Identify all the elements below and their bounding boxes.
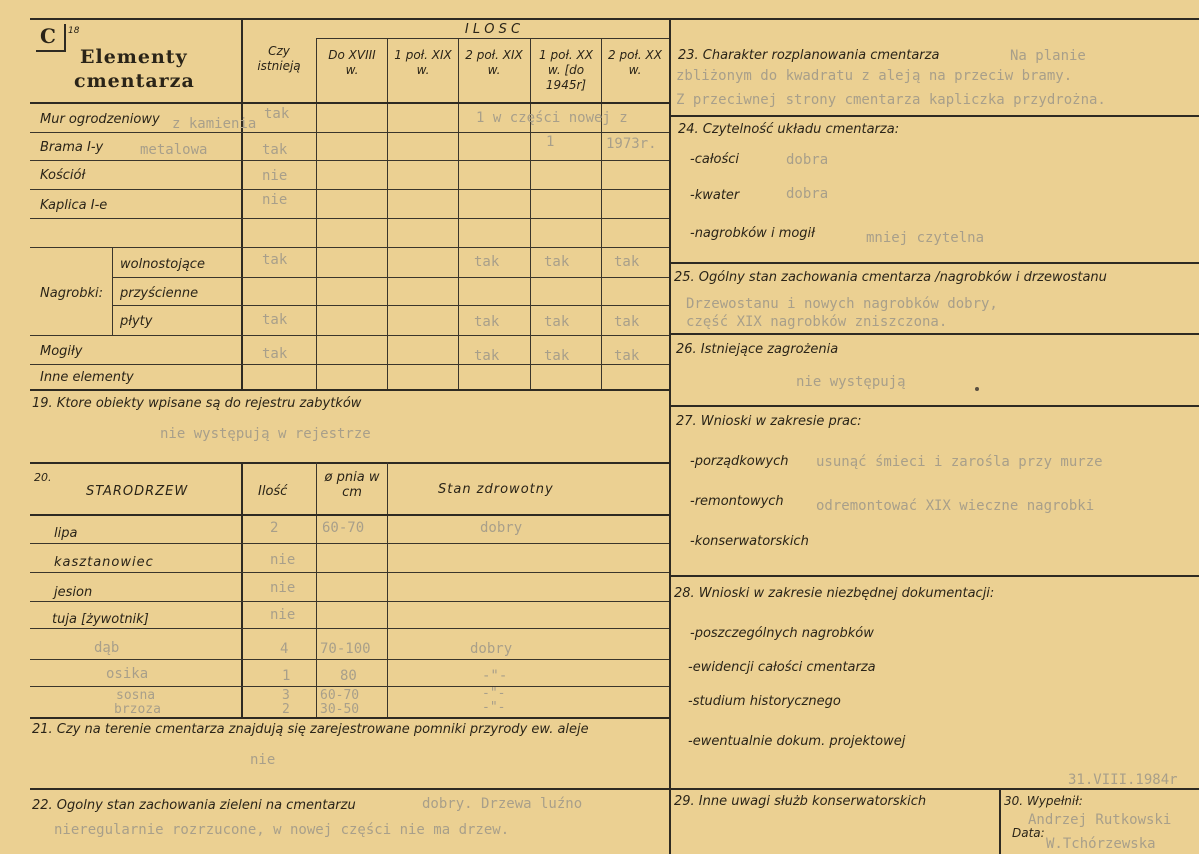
q21-answer: nie (250, 752, 276, 768)
q24-kwater: -kwater (690, 188, 740, 203)
mur-czy: tak (264, 106, 290, 122)
mur-note: 1 w części nowej z (476, 110, 628, 126)
q20-header-name: STARODRZEW (86, 484, 189, 499)
tree-count: 2 (270, 520, 279, 536)
q27-rem: -remontowych (690, 494, 784, 509)
q26-bottom (669, 405, 1199, 407)
q24-label: 24. Czytelność układu cmentarza: (678, 122, 900, 137)
col-line-2 (316, 38, 317, 390)
tree-name: dąb (94, 640, 120, 656)
q19-label: 19. Ktore obiekty wpisane są do rejestru zabytków (32, 396, 362, 411)
row-line-2 (30, 160, 669, 161)
q23-bottom (669, 115, 1199, 117)
header-p1-20: 1 poł. XX w. [do 1945r] (539, 48, 593, 92)
q28-item-1: -poszczególnych nagrobków (690, 626, 874, 641)
col-line-nagr (112, 247, 113, 335)
mogily-p1-20: tak (544, 348, 570, 364)
header-p1-19: 1 poł. XIX w. (394, 48, 452, 77)
q21-label: 21. Czy na terenie cmentarza znajdują się zarejestrowane pomniki przyrody ew. aleje (32, 722, 589, 737)
row-line-6 (112, 277, 669, 278)
section-letter-sup: 18 (68, 26, 80, 36)
row-line-7 (112, 305, 669, 306)
mur-material: z kamienia (172, 116, 257, 132)
tree-diam: 80 (340, 668, 357, 684)
q24-bottom (669, 262, 1199, 264)
plyty-p2-20: tak (614, 314, 640, 330)
tree-count: 4 (280, 641, 289, 657)
tree-count: 3 (282, 688, 290, 703)
tree-state: -"- (482, 700, 506, 715)
q19-bottom (30, 462, 669, 464)
q25-label: 25. Ogólny stan zachowania cmentarza /nagrobków i drzewostanu (674, 270, 1107, 285)
row-label-plyty: płyty (120, 314, 153, 329)
q28-item-3: -studium historycznego (688, 694, 841, 709)
q20-row-3 (30, 601, 669, 602)
wolno-p2-19: tak (474, 254, 500, 270)
header-p2-19: 2 poł. XIX w. (465, 48, 523, 77)
tree-state: dobry (480, 520, 523, 536)
brama-year: 1973r. (606, 136, 657, 152)
col-line-4 (458, 38, 459, 390)
wolno-p2-20: tak (614, 254, 640, 270)
row-line-9 (30, 364, 669, 365)
tree-name: tuja [żywotnik] (52, 612, 149, 627)
tree-diam: 60-70 (320, 688, 360, 703)
kosciol-czy: nie (262, 168, 288, 184)
plyty-p2-19: tak (474, 314, 500, 330)
q28-item-2: -ewidencji całości cmentarza (688, 660, 876, 675)
row-label-brama: Brama I-y (40, 140, 104, 155)
tree-state: dobry (470, 641, 513, 657)
row-label-przys: przyścienne (120, 286, 199, 301)
table-title-line2: cmentarza (74, 70, 195, 92)
q23-label: 23. Charakter rozplanowania cmentarza (678, 48, 940, 63)
q25-bottom (669, 333, 1199, 335)
tree-name: jesion (54, 585, 93, 600)
center-divider (669, 18, 671, 854)
q23-answer-1: Na planie (1010, 48, 1086, 64)
q28-label: 28. Wnioski w zakresie niezbędnej dokumentacji: (674, 586, 995, 601)
row-line-4 (30, 218, 669, 219)
brama-material: metalowa (140, 142, 208, 158)
q29-label: 29. Inne uwagi służb konserwatorskich (674, 794, 927, 809)
wolno-czy: tak (262, 252, 288, 268)
q26-label: 26. Istniejące zagrożenia (676, 342, 839, 357)
row-label-mogily: Mogiły (40, 344, 83, 359)
q28-item-4: -ewentualnie dokum. projektowej (688, 734, 906, 749)
col-line-6 (601, 38, 602, 390)
row-line-5 (30, 247, 669, 248)
q19-answer: nie występują w rejestrze (160, 426, 371, 442)
q24-nagrobkow: -nagrobków i mogił (690, 226, 815, 241)
q20-row-6 (30, 686, 669, 687)
tree-name: kasztanowiec (54, 555, 154, 570)
q30-name-1: Andrzej Rutkowski (1028, 812, 1172, 828)
row-line-3 (30, 189, 669, 190)
q20-header-bottom (30, 514, 669, 516)
q20-row-5 (30, 659, 669, 660)
header-bottom (30, 102, 669, 104)
header-czy: Czy istnieją (257, 44, 301, 73)
row-label-kosciol: Kościół (40, 168, 86, 183)
ilosc-underline (316, 38, 669, 39)
tree-diam: 60-70 (322, 520, 365, 536)
tree-count: nie (270, 552, 296, 568)
row-label-inne: Inne elementy (40, 370, 134, 385)
header-do18: Do XVIII w. (328, 48, 376, 77)
q23-answer-2: zbliżonym do kwadratu z aleją na przeciw bramy. (676, 68, 1073, 84)
q24-nagrobkow-answer: mniej czytelna (866, 230, 985, 246)
q30-label: 30. Wypełnił: (1004, 794, 1083, 808)
q30-data-label: Data: (1012, 826, 1045, 840)
kaplica-czy: nie (262, 192, 288, 208)
q21-bottom (30, 788, 1199, 790)
tree-name: brzoza (114, 702, 161, 717)
header-ilosc: I L O S C (464, 22, 521, 37)
tree-state: -"- (482, 668, 508, 684)
q25-answer-1: Drzewostanu i nowych nagrobków dobry, (686, 296, 998, 312)
q27-porz: -porządkowych (690, 454, 789, 469)
section-letter: C (40, 24, 56, 48)
plyty-czy: tak (262, 312, 288, 328)
q29-date: 31.VIII.1984r (1068, 772, 1178, 788)
q20-col-3 (387, 462, 388, 718)
tree-count: 2 (282, 702, 290, 717)
col-line-5 (530, 38, 531, 390)
q30-divider (999, 788, 1001, 854)
mogily-p2-20: tak (614, 348, 640, 364)
row-label-nagrobki: Nagrobki: (40, 286, 104, 301)
q20-header-count: Ilość (258, 484, 288, 499)
q27-porz-answer: usunąć śmieci i zarośla przy murze (816, 454, 1103, 470)
q27-kons: -konserwatorskich (690, 534, 809, 549)
q24-kwater-answer: dobra (786, 186, 829, 202)
q30-name-2: W.Tchórzewska (1046, 836, 1156, 852)
tree-count: nie (270, 580, 296, 596)
q24-calosci-answer: dobra (786, 152, 829, 168)
q20-row-2 (30, 572, 669, 573)
q20-num: 20. (34, 471, 52, 484)
q24-calosci: -całości (690, 152, 740, 167)
q27-bottom (669, 575, 1199, 577)
tree-name: lipa (54, 526, 78, 541)
brama-count: 1 (546, 134, 555, 150)
frame-top (30, 18, 1199, 20)
col-line-3 (387, 38, 388, 390)
row-line-8 (30, 335, 669, 336)
plyty-p1-20: tak (544, 314, 570, 330)
q20-header-diam: ø pnia w cm (324, 470, 380, 500)
tree-state: -"- (482, 686, 506, 701)
q20-row-4 (30, 628, 669, 629)
tree-diam: 30-50 (320, 702, 360, 717)
mogily-p2-19: tak (474, 348, 500, 364)
row-label-kaplica: Kaplica I-e (40, 198, 108, 213)
tree-count: nie (270, 607, 296, 623)
q20-row-1 (30, 543, 669, 544)
q26-dot (975, 387, 979, 391)
tree-name: osika (106, 666, 149, 682)
table-bottom (30, 389, 669, 391)
row-label-mur: Mur ogrodzeniowy (40, 112, 160, 127)
q20-col-2 (316, 462, 317, 718)
q27-rem-answer: odremontować XIX wieczne nagrobki (816, 498, 1095, 514)
row-line-1 (30, 132, 669, 133)
q22-answer-2: nieregularnie rozrzucone, w nowej części nie ma drzew. (54, 822, 510, 838)
header-p2-20: 2 poł. XX w. (608, 48, 662, 77)
q20-col-1 (241, 462, 243, 718)
q25-answer-2: część XIX nagrobków zniszczona. (686, 314, 948, 330)
wolno-p1-20: tak (544, 254, 570, 270)
q23-answer-3: Z przeciwnej strony cmentarza kapliczka przydrożna. (676, 92, 1106, 108)
row-label-wolno: wolnostojące (120, 257, 205, 272)
q22-answer-1: dobry. Drzewa luźno (422, 796, 583, 812)
q27-label: 27. Wnioski w zakresie prac: (676, 414, 862, 429)
tree-count: 1 (282, 668, 291, 684)
q26-answer: nie występują (796, 374, 906, 390)
tree-diam: 70-100 (320, 641, 371, 657)
table-title-line1: Elementy (80, 46, 188, 68)
brama-czy: tak (262, 142, 288, 158)
q20-header-state: Stan zdrowotny (438, 482, 554, 497)
mogily-czy: tak (262, 346, 288, 362)
q22-label: 22. Ogolny stan zachowania zieleni na cmentarzu (32, 798, 356, 813)
tree-name: sosna (116, 688, 156, 703)
